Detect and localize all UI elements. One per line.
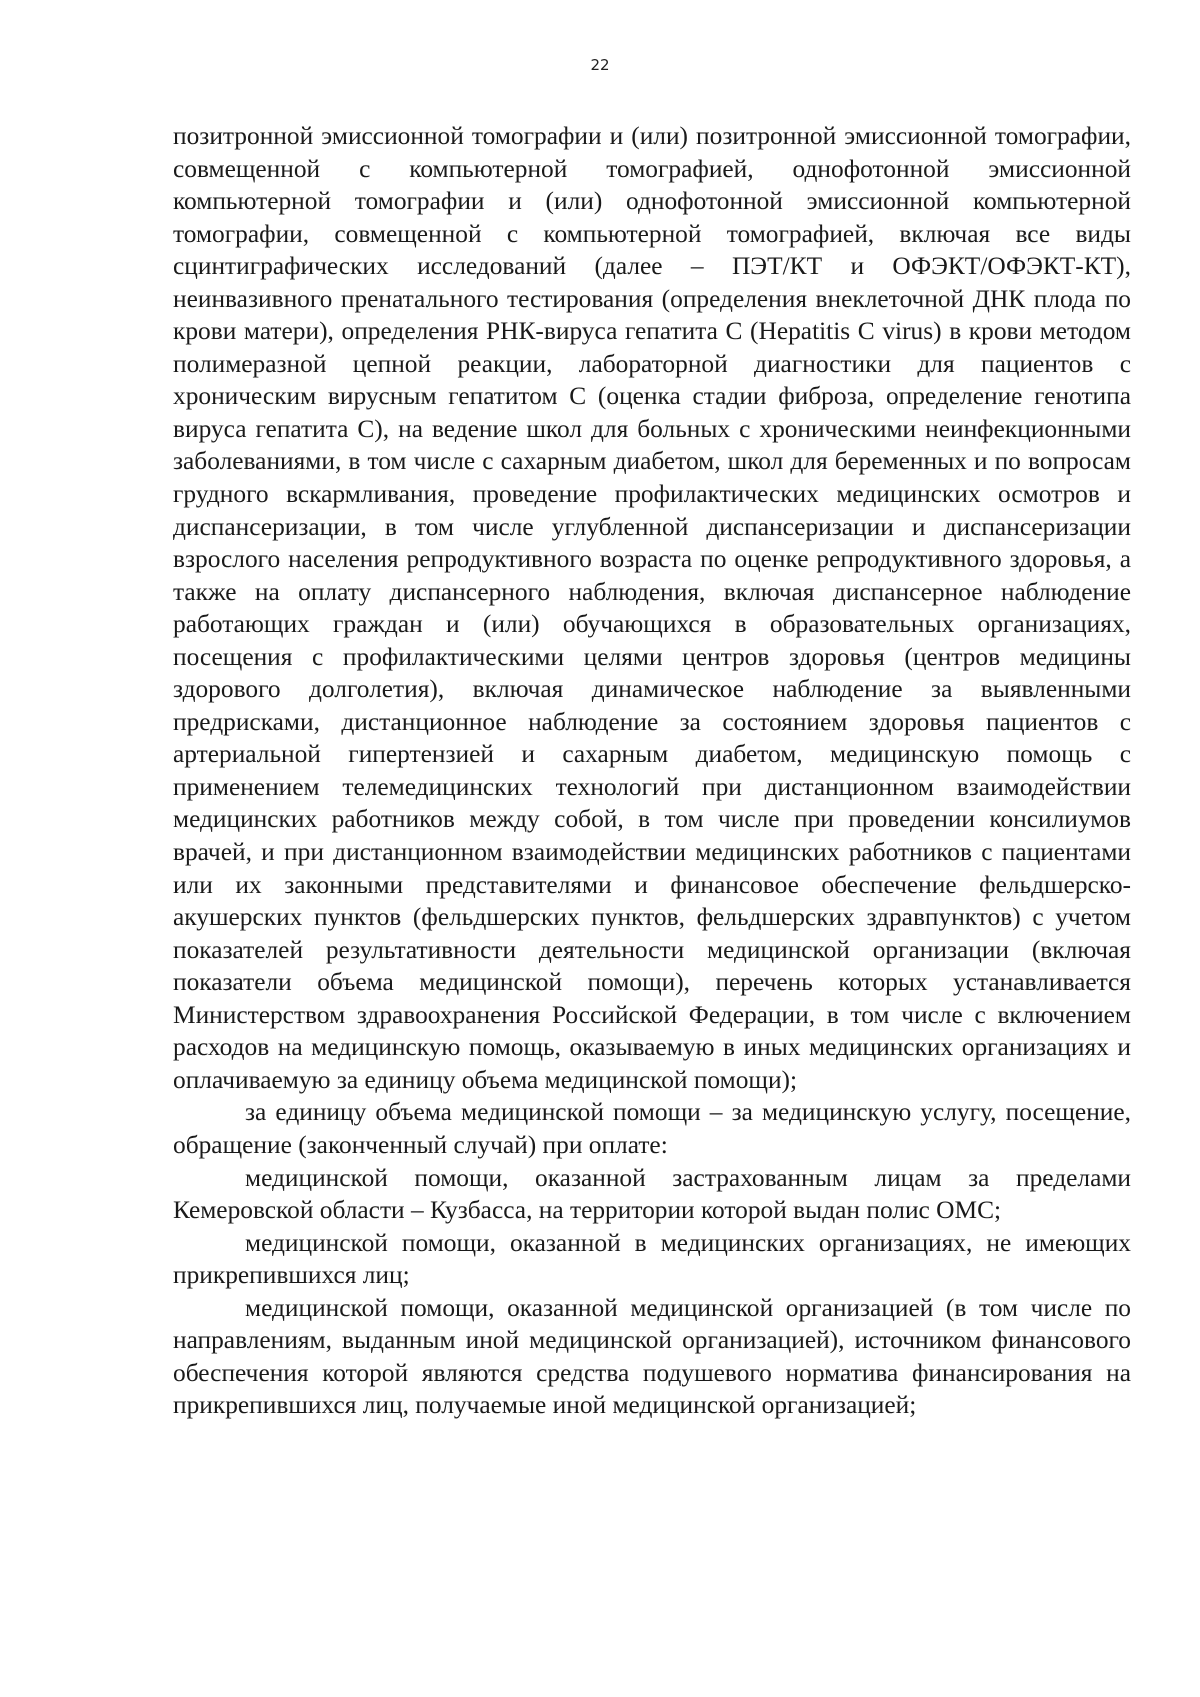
paragraph-outside-region: медицинской помощи, оказанной застрахованным лицам за пределами Кемеровской области – Кузбасса, на территории которой выдан полис ОМС;: [173, 1163, 1131, 1225]
document-body: [173, 120, 1131, 1422]
paragraph-no-attached-persons: медицинской помощи, оказанной в медицинских организациях, не имеющих прикрепившихся лиц;: [173, 1228, 1131, 1290]
page-number: 22: [590, 56, 610, 74]
paragraph-financing-services: позитронной эмиссионной томографии и (или) позитронной эмиссионной томографии, совмещенной с компьютерной томографией, однофотонной эмиссионной компьютерной томографии и (или) однофотонной эмиссионной компьютерной томографии, совмещенной с компьютерной томографией, включая все виды сцинтиграфических исследований (далее – ПЭТ/КТ и ОФЭКТ/ОФЭКТ-КТ), неинвазивного пренатального тестирования (определения внеклеточной ДНК плода по крови матери), определения РНК-вируса гепатита С (Hepatitis C virus) в крови методом полимеразной цепной реакции, лабораторной диагностики для пациентов с хроническим вирусным гепатитом С (оценка стадии фиброза, определение генотипа вируса гепатита С), на ведение школ для больных с хроническими неинфекционными заболеваниями, в том числе с сахарным диабетом, школ для беременных и по вопросам грудного вскармливания, проведение профилактических медицинских осмотров и диспансеризации, в том числе углубленной диспансеризации и диспансеризации взрослого населения репродуктивного возраста по оценке репродуктивного здоровья, а также на оплату диспансерного наблюдения, включая диспансерное наблюдение работающих граждан и (или) обучающихся в образовательных организациях, посещения с профилактическими целями центров здоровья (центров медицины здорового долголетия), включая динамическое наблюдение за выявленными предрисками, дистанционное наблюдение за состоянием здоровья пациентов с артериальной гипертензией и сахарным диабетом, медицинскую помощь с применением телемедицинских технологий при дистанционном взаимодействии медицинских работников между собой, в том числе при проведении консилиумов врачей, и при дистанционном взаимодействии медицинских работников с пациентами или их законными представителями и финансовое обеспечение фельдшерско-акушерских пунктов (фельдшерских пунктов, фельдшерских здравпунктов) с учетом показателей результативности деятельности медицинской организации (включая показатели объема медицинской помощи), перечень которых устанавливается Министерством здравоохранения Российской Федерации, в том числе с включением расходов на медицинскую помощь, оказываемую в иных медицинских организациях и оплачиваемую за единицу объема медицинской помощи);: [173, 122, 1131, 1094]
paragraph-other-organization: медицинской помощи, оказанной медицинской организацией (в том числе по направлениям, выданным иной медицинской организацией), источником финансового обеспечения которой являются средства подушевого норматива финансирования на прикрепившихся лиц, получаемые иной медицинской организацией;: [173, 1293, 1131, 1420]
paragraph-unit-of-volume: за единицу объема медицинской помощи – за медицинскую услугу, посещение, обращение (законченный случай) при оплате:: [173, 1098, 1131, 1159]
